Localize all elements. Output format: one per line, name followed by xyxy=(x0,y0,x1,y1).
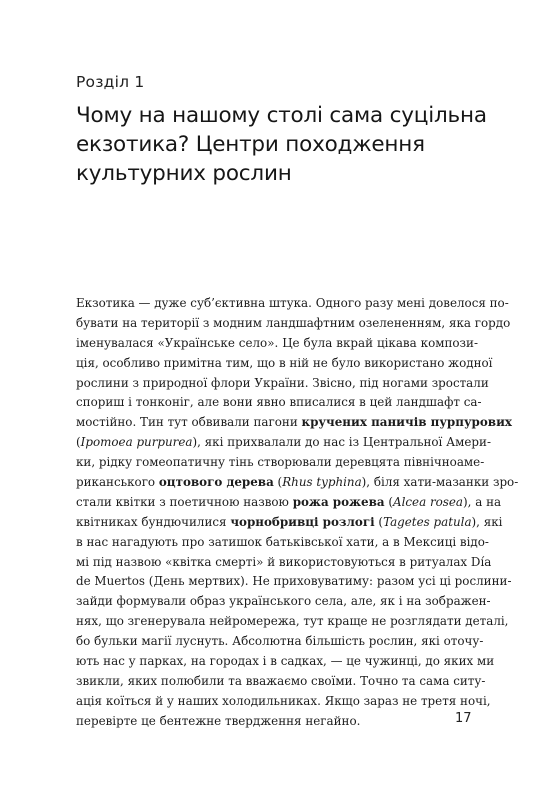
latin-name: Rhus typhina xyxy=(282,475,362,490)
bold-term: рожа рожева xyxy=(292,494,385,509)
text-run: ( xyxy=(76,435,81,450)
text-run: ( xyxy=(374,514,384,529)
text-line xyxy=(76,453,485,473)
text-line xyxy=(76,354,493,374)
text-line xyxy=(76,473,519,493)
text-run: мі під назвою «квітка смерті» й використовуються в ритуалах Día xyxy=(76,554,492,569)
text-run: стали квітки з поетичною назвою xyxy=(76,494,293,509)
text-line xyxy=(76,413,512,433)
page-number: 17 xyxy=(455,711,472,726)
text-line xyxy=(76,692,491,712)
text-line xyxy=(76,592,491,612)
text-run: ація коїться й у наших холодильниках. Якщо зараз не третя ночі, xyxy=(76,693,491,708)
text-run: Екзотика — дуже суб’єктивна штука. Одного разу мені довелося по- xyxy=(76,296,509,310)
text-line xyxy=(76,513,503,533)
text-run: ), а на xyxy=(463,494,502,509)
chapter-title: Чому на нашому столі сама суцільна екзотика? Центри походження культурних рослин xyxy=(76,103,487,186)
text-line xyxy=(76,553,492,573)
text-run: іменувалася «Українське село». Це була вкрай цікава компози- xyxy=(76,335,478,350)
text-run: ), які xyxy=(471,514,503,529)
text-run: ), які прихвалали до нас із Центральної Амери- xyxy=(192,435,491,450)
text-run: квітниках бундючилися xyxy=(76,514,231,529)
body-paragraph xyxy=(76,294,519,732)
latin-name: Tagetes patula xyxy=(383,514,472,529)
text-run: мостійно. Тин тут обвивали пагони xyxy=(76,415,302,430)
text-run: зайди формували образ українського села, але, як і на зображен- xyxy=(76,594,491,609)
text-line xyxy=(76,632,484,652)
text-run: бо бульки магії луснуть. Абсолютна більшість рослин, які оточу- xyxy=(76,634,484,649)
text-line xyxy=(76,493,502,513)
bold-term: кручених паничів пурпурових xyxy=(301,415,512,430)
text-run: рослини з природної флори України. Звісно, під ногами зростали xyxy=(76,375,489,390)
text-run: ють нас у парках, на городах і в садках, — це чужинці, до яких ми xyxy=(76,654,495,669)
text-line xyxy=(76,334,478,354)
text-line xyxy=(76,572,512,592)
chapter-label: Розділ 1 xyxy=(76,73,145,91)
text-run: de Muertos (День мертвих). Не приховуватиму: разом усі ці рослини- xyxy=(76,574,512,589)
text-run: риканського xyxy=(76,475,159,490)
latin-name: Ipomoea purpurea xyxy=(80,435,193,450)
bold-term: оцтового дерева xyxy=(158,475,274,490)
latin-name: Alcea rosea xyxy=(393,494,464,509)
text-run: звикли, яких полюбили та вважаємо своїми. Точно та сама ситу- xyxy=(76,673,486,688)
text-line xyxy=(76,652,495,672)
text-run: ( xyxy=(273,475,283,490)
text-run: нях, що згенерувала нейромережа, тут краще не розглядати деталі, xyxy=(76,614,509,629)
text-line xyxy=(76,672,486,692)
text-line xyxy=(76,433,491,453)
text-line xyxy=(76,712,478,732)
text-run: ), біля хати-мазанки зро- xyxy=(361,475,519,490)
text-line xyxy=(76,612,509,632)
text-run: ція, особливо примітна тим, що в ній не було використано жодної xyxy=(76,355,493,370)
text-run: бувати на території з модним ландшафтним озелененням, яка гордо xyxy=(76,315,511,330)
text-line xyxy=(76,533,489,553)
text-run: спориш і тонконіг, але вони явно вписалися в цей ландшафт са- xyxy=(76,395,482,410)
bold-term: чорнобривці розлогі xyxy=(230,514,375,529)
text-line xyxy=(76,314,511,334)
text-line xyxy=(76,374,489,394)
text-line xyxy=(76,294,509,314)
text-run: перевірте це бентежне твердження негайно. xyxy=(76,713,361,728)
text-run: в нас нагадують про затишок батьківської хати, а в Мексиці відо- xyxy=(76,534,489,549)
text-run: ( xyxy=(384,494,393,509)
text-run: ки, рідку гомеопатичну тінь створювали деревцята північноаме- xyxy=(76,455,485,470)
text-line xyxy=(76,393,482,413)
